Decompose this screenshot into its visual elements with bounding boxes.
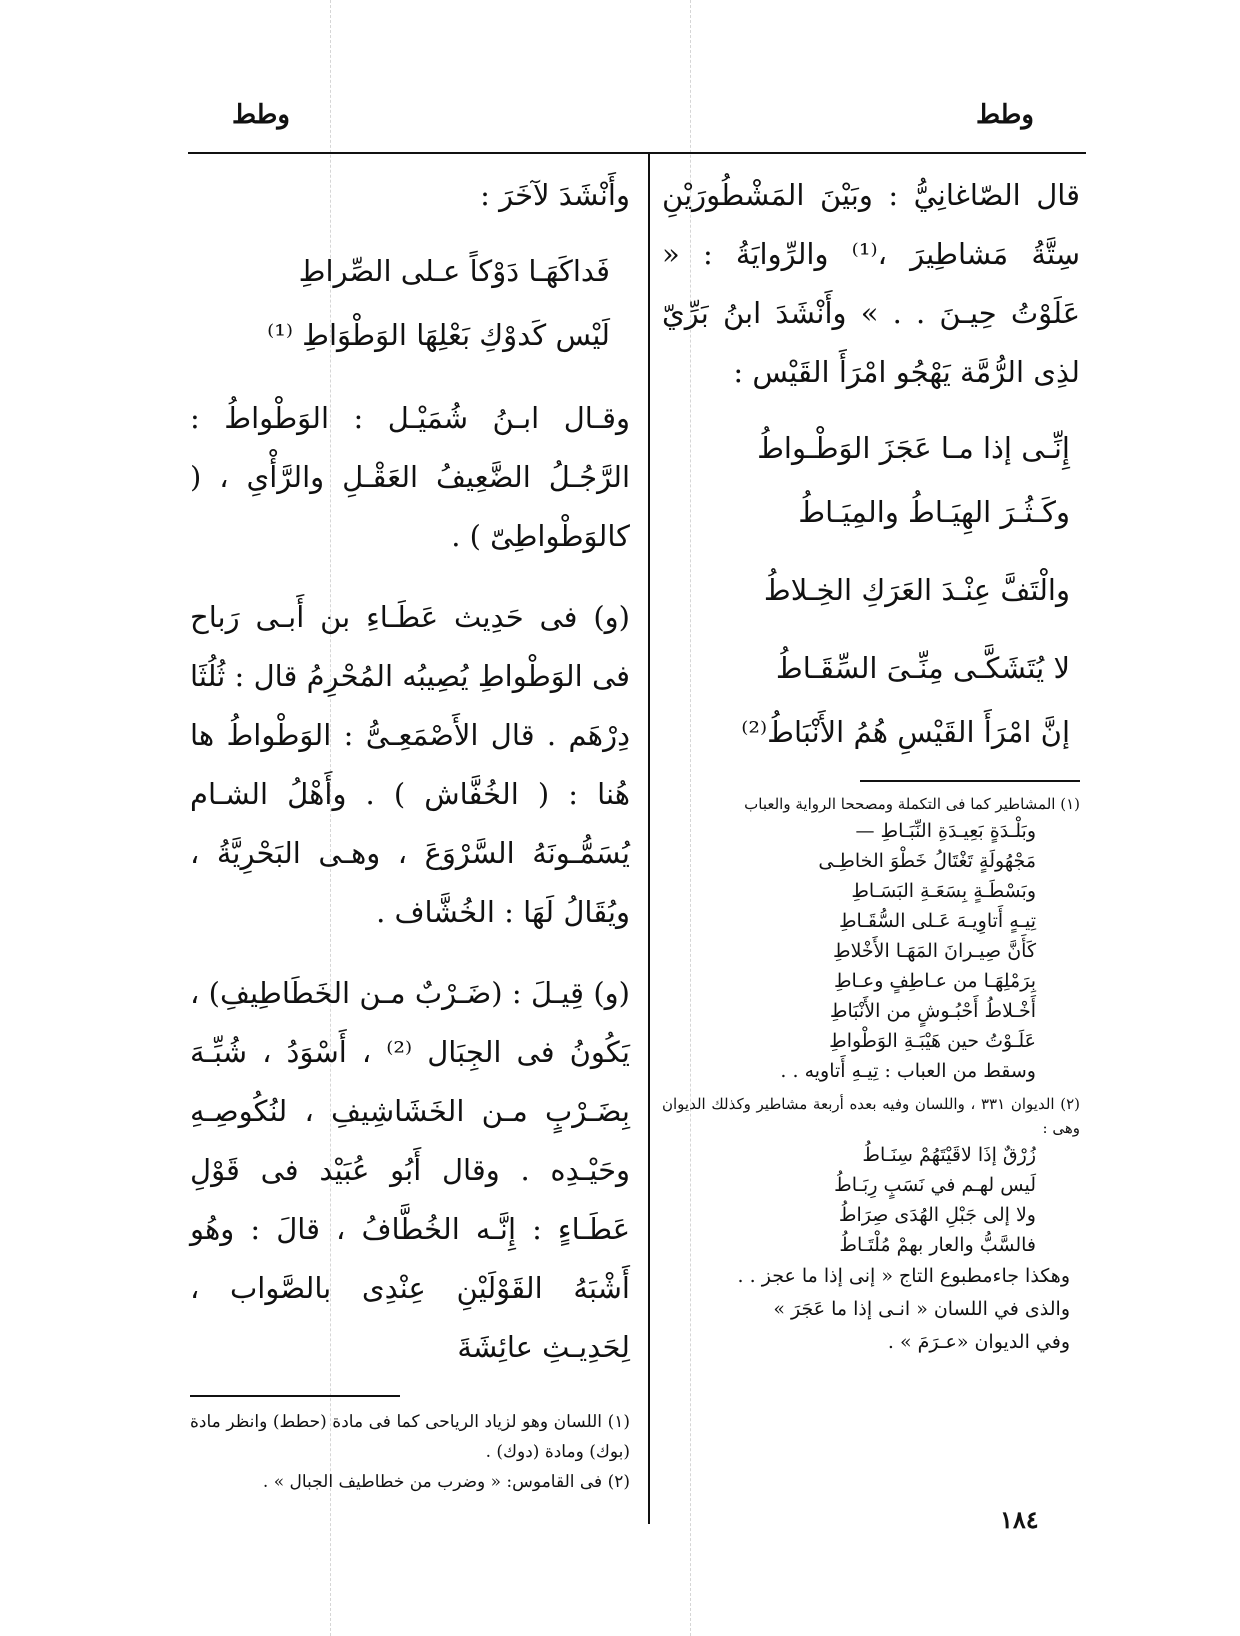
footnote-rule	[860, 780, 1080, 782]
verse-line: وكَـثُـرَ الهِيَـاطُ والمِيَـاطُ	[798, 495, 1070, 529]
footnote-verse: ولا إلى جَبْلِ الهُدَى صِرَاطُ	[838, 1204, 1036, 1226]
footnote-1-intro: (١) المشاطير كما فى التكملة ومصححا الرواية والعباب	[744, 795, 1080, 813]
footnote-1-tail: وسقط من العباب : تِيـهِ أَتاويه . .	[780, 1060, 1036, 1082]
footnote-verse: مَجْهُولَةٍ تَغْتَالُ خَطْوَ الخاطِـى	[818, 850, 1036, 872]
footnote-verse: وبَسْطَـةٍ بِسَعَـةِ البَسَـاطِ	[851, 880, 1036, 902]
footnote-verse: لَيس لهـم في نَسَبٍ رِبَـاطُ	[834, 1174, 1036, 1196]
verse-line: فَداكَهَـا دَوْكاً عـلى الصِّراطِ	[298, 254, 610, 288]
footnote-verse: وبَلْـدَةٍ بَعِيـدَةِ النِّبَـاطِ —	[855, 820, 1036, 842]
right-intro-paragraph: قال الصّاغانِيُّ : وبَيْنَ المَشْطُورَيْنِ سِتَّةُ مَشاطِيرَ ،⁽¹⁾ والرِّوايَةُ : « عَلَوْتُ حِيـنَ . . » وأَنْشَدَ ابنُ بَرِّيّ لذِى الرُّمَّة يَهْجُو امْرَأَ القَيْس :	[662, 178, 1080, 389]
verse-line: إنَّ امْرَأَ القَيْسِ هُمُ الأَنْبَاطُ⁽²⁾	[741, 715, 1070, 749]
footnote-verse: تِيـهٍ أَتاوِيـهَ عَـلى السُّقَـاطِ	[838, 910, 1036, 932]
header-rule	[188, 152, 1086, 154]
running-header-left: وطط	[232, 100, 290, 130]
footnote-verse: فالسَّبُّ والعار بهمْ مُلْتَـاطُ	[839, 1234, 1036, 1256]
footnote-verse: عَلَـوْتُ حين هَيْبَـةِ الوَطْواطِ	[829, 1030, 1036, 1052]
footnote-rule	[190, 1395, 400, 1397]
verse-line: لَيْس كَدوْكِ بَعْلِهَا الوَطْوَاطِ ⁽¹⁾	[267, 318, 610, 352]
entry-paragraph: (و) فى حَدِيث عَطَـاءِ بن أَبـى رَباح فى الوَطْواطِ يُصِيبُه المُحْرِمُ قال : ثُلُثَا دِرْهَم . قال الأَصْمَعِـىُّ : الوَطْواطُ ها هُنا : ( الخُفَّاش ) . وأَهْلُ الشـام يُسَمُّـونَهُ السَّرْوَعَ ، وهـى البَحْرِيَّةُ ، ويُقَالُ لَهَا : الخُشَّاف .	[190, 600, 630, 929]
footnote-2: (٢) فى القاموس: « وضرب من خطاطيف الجبال » .	[262, 1472, 630, 1492]
page-number: ١٨٤	[1000, 1505, 1039, 1534]
footnote-2-tail: وفي الديوان «عـرَمَ » .	[887, 1331, 1070, 1353]
footnote-verse: أَخْـلاطُ أَحْبُـوشٍ من الأَنْبَاطِ	[829, 1000, 1036, 1022]
verse-line: إِنِّـى إذا مـا عَجَزَ الوَطْـواطُ	[757, 431, 1070, 465]
footnote-2-intro: (٢) الديوان ٣٣١ ، واللسان وفيه بعده أربعة مشاطير وكذلك الديوان وهى :	[662, 1095, 1080, 1137]
footnote-verse: بِرَمْلِهَـا من عـاطِفٍ وعـاطِ	[833, 970, 1036, 992]
running-header-right: وطط	[976, 100, 1034, 130]
entry-paragraph: وقـال ابـنُ شُمَيْـل : الوَطْواطُ : الرَّجُـلُ الضَّعِيفُ العَقْـلِ والرَّأْىِ ، ( كالوَطْواطِىّ ) .	[190, 401, 630, 553]
footnote-verse: زُرْقٌ إذَا لاقَيْتَهُمْ سِنَـاطُ	[862, 1144, 1036, 1166]
verse-line: لا يُتَشَكَّـى مِنِّـىَ السِّقَـاطُ	[775, 651, 1070, 685]
footnote-verse: كَأَنَّ صِيـرانَ المَهَـا الأَخْلاطِ	[833, 940, 1036, 962]
right-column	[662, 166, 1080, 1359]
entry-paragraph: (و) قِيـلَ : (ضَـرْبٌ مـن الخَطَاطِيفِ) ، يَكُونُ فى الجِبَال ⁽²⁾ ، أَسْوَدُ ، شُبِّـهَ بِضَـرْبٍ مـن الخَشَاشِيفِ ، لنُكُوصِـهِ وحَيْـدِه . وقال أَبُو عُبَيْد فى قَوْلِ عَطَـاءٍ : إِنَّـه الخُطَّافُ ، قالَ : وهُو أَشْبَهُ القَوْلَيْنِ عِنْدِى بالصَّواب ، لِحَدِيـثِ عائِشَةَ	[190, 976, 630, 1364]
footnote-1: (١) اللسان وهو لزياد الرياحى كما فى مادة (حطط) وانظر مادة (بوك) ومادة (دوك) .	[190, 1412, 630, 1462]
left-column	[190, 166, 630, 1497]
verse-line: والْتَفَّ عِنْـدَ العَرَكِ الخِـلاطُ	[763, 573, 1070, 607]
left-intro: وأَنْشَدَ لآخَرَ :	[480, 178, 630, 212]
footnote-2-tail: والذى في اللسان « انـى إذا ما عَجَرَ »	[773, 1298, 1070, 1320]
column-divider	[648, 154, 650, 1524]
footnote-2-tail: وهكذا جاءمطبوع التاج « إنى إذا ما عجز . .	[737, 1265, 1070, 1287]
